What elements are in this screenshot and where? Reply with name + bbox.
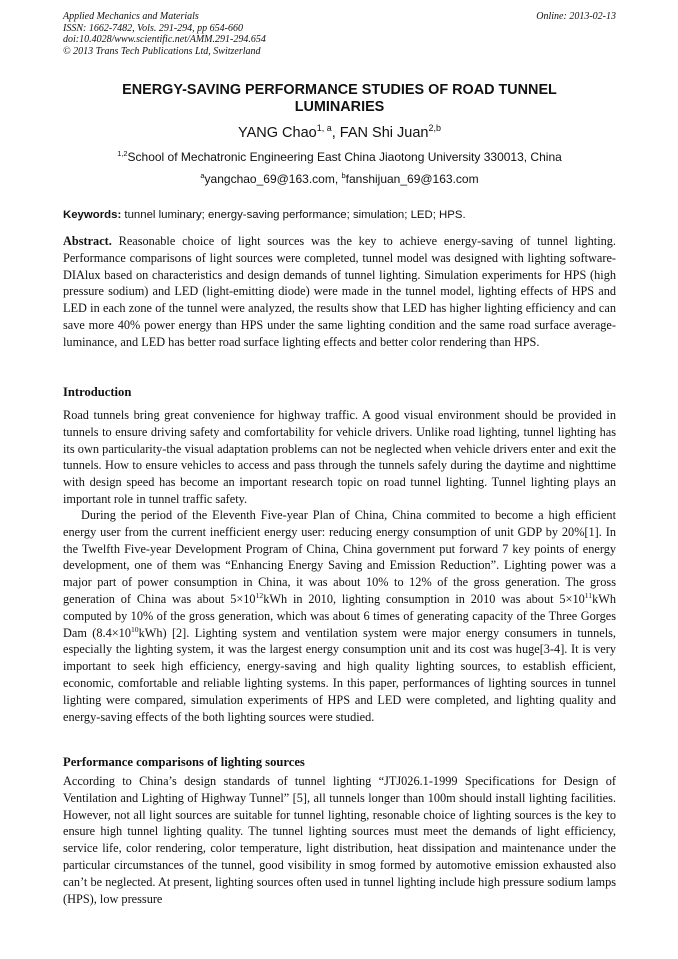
section-heading-introduction: Introduction (63, 385, 132, 399)
section-heading-performance: Performance comparisons of lighting sources (63, 755, 305, 769)
issn-line: ISSN: 1662-7482, Vols. 291-294, pp 654-660 (63, 22, 243, 34)
abstract (63, 233, 616, 351)
keywords-text: tunnel luminary; energy-saving performance; simulation; LED; HPS. (121, 209, 466, 221)
keywords-label: Keywords: (63, 209, 122, 221)
author-2-name: FAN Shi Juan (339, 125, 429, 141)
journal-header (63, 11, 616, 57)
title-line-1: ENERGY-SAVING PERFORMANCE STUDIES OF ROAD TUNNEL (122, 82, 557, 98)
affiliation-text: School of Mechatronic Engineering East China Jiaotong University 330013, China (127, 150, 562, 164)
intro-p2-text-b: kWh in 2010, lighting consumption in 2010 was about 5×10 (263, 591, 585, 606)
title-line-2: LUMINARIES (294, 99, 385, 115)
email-b: fanshijuan_69@163.com (345, 172, 479, 186)
author-1-affil-mark: 1, a (316, 123, 332, 134)
author-separator: , (331, 125, 340, 141)
affiliation-mark: 1,2 (117, 149, 128, 158)
abstract-text: Reasonable choice of light sources was the key to achieve energy-saving of tunnel lighting. Performance comparisons of light sources were completed, tunnel model was designed with lighting software-DIAlux based on characteristics and design demands of tunnel lighting. Simulation experiments for HPS (high pressure sodium) and LED (light-emitting diode) were made in the tunnel model, lighting effects of HPS and LED in each zone of the tunnel were analyzed, the results show that LED has higher lighting efficiency and can save more 40% power energy than HPS under the same lighting condition and the same road surface average-luminance, and LED has better road surface lighting effects and better color rendering than HPS. (63, 234, 616, 349)
author-emails (63, 172, 616, 186)
exponent-10: 10 (130, 624, 139, 634)
performance-paragraph-1: According to China’s design standards of tunnel lighting “JTJ026.1-1999 Specifications for Design of Ventilation and Lighting of Highway Tunnel” [5], all tunnels longer than 100m should install lighting facilities. However, not all light sources are suitable for tunnel lighting, resonable choice of lighting sources is the key to ensure high tunnel lighting quality. The tunnel lighting sources must meet the demands of light efficiency, service life, color rendering, color temperature, light distribution, heat dissipation and maintenance under the particular circumstances of the tunnel, good visibility in smog formed by automotive emission exhausted also can’t be neglected. At present, lighting sources often used in tunnel lighting include high pressure sodium lamps (HPS), low pressure (63, 774, 616, 906)
online-date: Online: 2013-02-13 (536, 11, 616, 22)
doi-line: doi:10.4028/www.scientific.net/AMM.291-294.654 (63, 34, 266, 45)
exponent-12: 12 (255, 590, 264, 600)
keywords (63, 208, 616, 222)
intro-p2-text-c: kWh computed by 10% of the gross generation, which was about 6 times of generating capacity of the Three Gorges Dam (8.4×10 (63, 591, 616, 640)
intro-p2-text-a: During the period of the Eleventh Five-year Plan of China, China commited to become a high efficient energy user from the current inefficient energy user: reducing energy consumption of unit GDP by 20%[1]. In the Twelfth Five-year Development Program of China, China government put forward 7 key points of energy development, one of them was “Enhancing Energy Saving and Emission Reduction”. Lighting power was a major part of power consumption in China, it was about 10% to 12% of the gross generation. The gross generation of China was about 5×10 (63, 508, 616, 606)
abstract-label: Abstract. (63, 234, 112, 248)
author-list (63, 124, 616, 142)
email-b-mark: b (341, 171, 346, 180)
intro-paragraph-1: Road tunnels bring great convenience for highway traffic. A good visual environment should be provided in tunnels to ensure driving safety and comfortability for vehicle drivers. Unlike road lighting, tunnel lighting has its own particularity-the visual adaptation problems can not be neglected when vehicle drivers enter and exit the tunnels. How to ensure vehicles to access and pass through the tunnels safely during the daytime and nighttime with design speed has become an important research topic on road tunnel lighting. Tunnel lighting plays an important role in tunnel traffic safety. (63, 408, 616, 506)
author-1-name: YANG Chao (238, 125, 317, 141)
journal-name: Applied Mechanics and Materials (63, 11, 199, 22)
exponent-11: 11 (584, 590, 593, 600)
affiliation (63, 150, 616, 164)
email-a-mark: a (200, 171, 205, 180)
intro-p2-text-d: kWh) [2]. Lighting system and ventilation system were major energy consumers in tunnels, especially the lighting system, it was the largest energy consumption unit and its cost was huge[3-4]. It is very important to seek high efficiency, energy-saving and high quality lighting sources, to establish efficient, economic, comfortable and reliable lighting systems. In this paper, performances of lighting sources in tunnel lighting were compared, simulation experiments of HPS and LED were completed, and lighting quality and energy-saving effects of the both lighting sources were studied. (63, 625, 616, 724)
copyright-line: © 2013 Trans Tech Publications Ltd, Switzerland (63, 45, 261, 57)
paper-title (63, 82, 616, 116)
email-a: yangchao_69@163.com, (204, 172, 342, 186)
author-2-affil-mark: 2,b (428, 123, 441, 134)
intro-paragraph-2 (63, 507, 616, 725)
